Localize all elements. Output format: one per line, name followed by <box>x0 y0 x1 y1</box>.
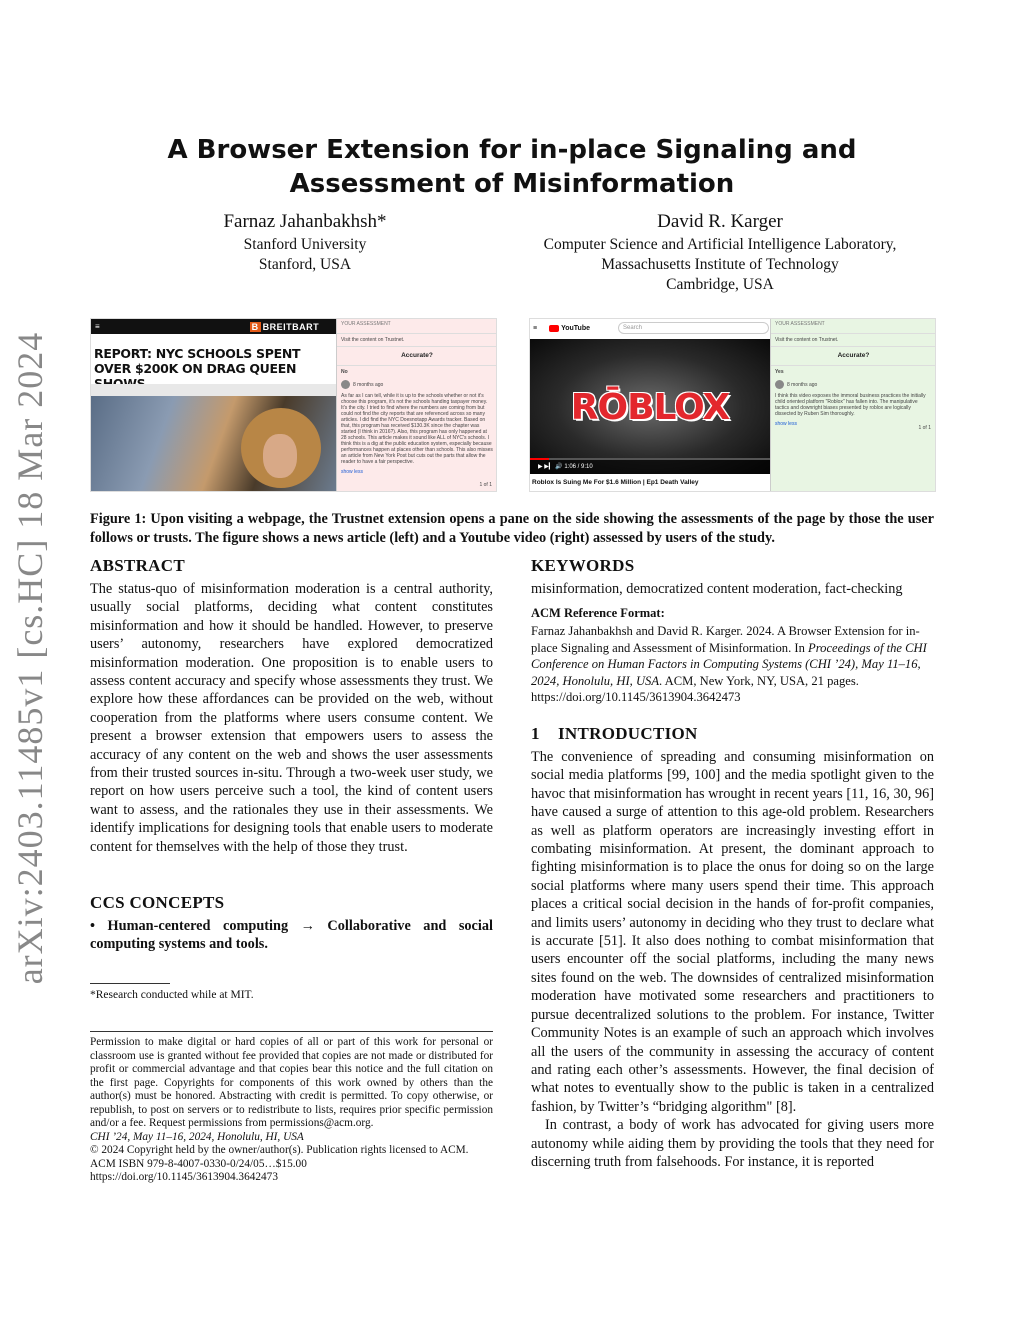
keywords-text: misinformation, democratized content moderation, fact-checking <box>531 581 903 597</box>
doi-link[interactable]: https://doi.org/10.1145/3613904.3642473 <box>90 1171 278 1183</box>
author-location: Stanford, USA <box>258 256 352 273</box>
permission-divider <box>90 1031 493 1032</box>
search-input[interactable]: Search <box>618 322 769 334</box>
accuracy-question: Accurate? <box>771 347 936 366</box>
paragraph: In contrast, a body of work has advocated for giving users more autonomy while aiding them by providing the tools that they need for discerning truth from falsehoods. For instance, it is reported <box>531 1117 934 1170</box>
author-affiliation: Computer Science and Artificial Intelligence Laboratory, <box>543 236 897 253</box>
avatar <box>775 380 784 389</box>
youtube-logo <box>549 325 559 332</box>
keywords-heading: KEYWORDS <box>531 556 635 575</box>
assessment-time: 8 months ago <box>787 381 818 388</box>
author-block-1 <box>160 209 450 275</box>
assessment-answer: No <box>341 369 348 375</box>
introduction-text <box>531 748 934 1171</box>
assessment-body: As far as I can tell, while it is up to the schools whether or not it's choose this program, it's not the schools handing taxpayer money. It's the city. I tried to find where the numbers are coming from but could not find the city reports that are referenced across so many articles. I did find the NYC Doesnotapp Awards tracker. Based on that, this program has received $130.3K since the chapter was started (I think in 2016?). Also, this program has only happened at 28 schools. This article makes it sound like ALL of NYC's schools. I think this is a dig at the public education system, especially because performances happen at places other than schools. This also misses an article from New York Post but cuts out the parts that allow the reader to have a fair perspective. <box>341 393 493 465</box>
introduction-heading: 1 INTRODUCTION <box>531 724 698 743</box>
youtube-header: ≡ YouTube Search <box>530 319 935 337</box>
visit-link[interactable]: Visit the content on Trustnet. <box>337 334 497 347</box>
video-title-art: RŌBLOX <box>570 387 730 428</box>
visit-link[interactable]: Visit the content on Trustnet. <box>771 334 936 347</box>
accuracy-question: Accurate? <box>337 347 497 366</box>
pagination: 1 of 1 <box>918 425 931 431</box>
venue-line: CHI ’24, May 11–16, 2024, Honolulu, HI, USA <box>90 1130 304 1143</box>
video-caption: Roblox Is Suing Me For $1.6 Million | Ep1 Death Valley <box>532 479 699 486</box>
author-name: Farnaz Jahanbakhsh* <box>223 211 387 232</box>
article-area <box>91 334 336 491</box>
assessment-time: 8 months ago <box>353 381 384 388</box>
footnote: *Research conducted while at MIT. <box>90 989 254 1001</box>
paper-title: A Browser Extension for in-place Signaling and Assessment of Misinformation <box>167 135 857 199</box>
proceedings-title: Proceedings of the CHI Conference on Human Factors in Computing Systems (CHI ’24), May 11–16, 2024, Honolulu, HI, USA <box>531 640 927 688</box>
author-location: Cambridge, USA <box>666 276 774 293</box>
paragraph: The convenience of spreading and consuming misinformation on social media platforms [99, 100] and the media spotlight given to the havoc that misinformation has wrought in recent years [11, 16, 30, 96] have caused a surge of attention to this age-old problem. Researchers as well as platform operators are increasingly investing effort in combating misinformation. At present, the dominant approach to fighting misinformation is to place the onus for doing so on the large social platforms where many users spend their time. This approach places a critical social decision in the hands of for-profit companies, and limits users’ autonomy in deciding who they trust to declare what is accurate [51]. It also does nothing to combat misinformation that users encounter off the social platforms, including the many news sites found on the web. The downsides of centralized misinformation moderation have motivated some researchers and practitioners to pursue decentralized solutions to the problem. For instance, Twitter Community Notes is an example of such an approach which involves all the users of the community in assessing the accuracy of content and rating each other’s assessments. However, the final decision of what notes to eventually show to the public is taken in a centralized fashion, by Twitter’s “bridging algorithm" [8]. <box>531 749 934 1115</box>
isbn-line: ACM ISBN 979-8-4007-0330-0/24/05…$15.00 <box>90 1157 307 1170</box>
video-player[interactable] <box>530 339 770 474</box>
pane-header: YOUR ASSESSMENT <box>771 319 936 334</box>
article-headline: REPORT: NYC SCHOOLS SPENT OVER $200K ON DRAG QUEEN <box>94 346 301 376</box>
author-affiliation: Stanford University <box>243 236 367 253</box>
menu-icon: ≡ <box>533 324 538 332</box>
avatar <box>341 380 350 389</box>
author-block-2 <box>505 209 935 295</box>
author-affiliation: Massachusetts Institute of Technology <box>601 256 839 273</box>
copyright-line: © 2024 Copyright held by the owner/author(s). Publication rights licensed to ACM. <box>90 1144 469 1156</box>
author-name: David R. Karger <box>657 211 783 232</box>
show-less-link[interactable]: show less <box>341 469 363 475</box>
player-controls[interactable]: ▶ ▶▎ 🔊 1:06 / 9:10 <box>530 460 778 474</box>
trustnet-pane <box>770 319 936 491</box>
trustnet-pane <box>336 319 497 491</box>
assessment-body: I think this video exposes the immoral business practices the initially child oriented platform "Roblox" has fallen into. The manipulative tactics and downright biases presented by roblox are logically dissected by Ruben Sim thoroughly. <box>775 393 926 417</box>
ccs-heading: CCS CONCEPTS <box>90 893 225 912</box>
article-photo <box>91 396 336 491</box>
share-bar <box>91 384 336 396</box>
figure-left-breitbart <box>90 318 497 492</box>
footnote-divider <box>90 983 170 984</box>
permission-block <box>90 1036 493 1185</box>
figure-caption: Figure 1: Upon visiting a webpage, the Trustnet extension opens a pane on the side showing the assessments of the page by those the user follows or trusts. The figure shows a news article (left) and a Youtube video (right) assessed by users of the study. <box>90 511 934 546</box>
video-time: 1:06 / 9:10 <box>564 464 593 470</box>
pagination: 1 of 1 <box>479 482 492 488</box>
acm-reference-heading: ACM Reference Format: <box>531 606 665 620</box>
site-logo: B BREITBART <box>251 321 320 332</box>
show-less-link[interactable]: show less <box>775 421 797 427</box>
acm-reference-text: Farnaz Jahanbakhsh and David R. Karger. 2024. A Browser Extension for in-place Signaling and Assessment of Misinformation. In Proceedings of the CHI Conference on Human Factors in Computing Systems (CHI ’24), May 11–16, 2024, Honolulu, HI, USA. ACM, New York, NY, USA, 21 pages. https://doi.org/10.1145/3613904.3642473 <box>531 624 927 704</box>
pane-header: YOUR ASSESSMENT <box>337 319 497 334</box>
assessment-answer: Yes <box>775 369 784 375</box>
permission-notice: Permission to make digital or hard copies of all or part of this work for personal or classroom use is granted without fee provided that copies are not made or distributed for profit or commercial advantage and that copies bear this notice and the full citation on the first page. Copyrights for components of this work owned by others than the author(s) must be honored. Abstracting with credit is permitted. To copy otherwise, or republish, to post on servers or to redistribute to lists, requires prior specific permission and/or a fee. Request permissions from permissions@acm.org. <box>90 1036 493 1129</box>
ccs-concepts: • Human-centered computing → Collaborative and social computing systems and tools. <box>90 918 493 953</box>
menu-icon: ≡ <box>95 322 100 331</box>
arxiv-identifier: arXiv:2403.11485v1 [cs.HC] 18 Mar 2024 <box>10 331 50 985</box>
figure-right-youtube <box>529 318 936 492</box>
abstract-text: The status-quo of misinformation moderation is a central authority, usually social platforms, deciding what content constitutes misinformation and how it should be handled. However, to preserve users’ autonomy, researchers have explored democratized misinformation moderation. One proposition is to enable users to assess content accuracy and specify whose assessments they trust. We explore how these affordances can be provided on the web, without cooperation from the platforms where users consume content. We present a browser extension that empowers users to assess the accuracy of any content on the web and shows the user assessments from their trusted sources in-situ. Through a two-week user study, we report on how users perceive such a tool, the kind of content users want to assess, and the rationales they use in their assessments. We identify implications for designing tools that enable users to moderate content for themselves with the help of those they trust. <box>90 581 493 855</box>
abstract-heading: ABSTRACT <box>90 556 185 575</box>
